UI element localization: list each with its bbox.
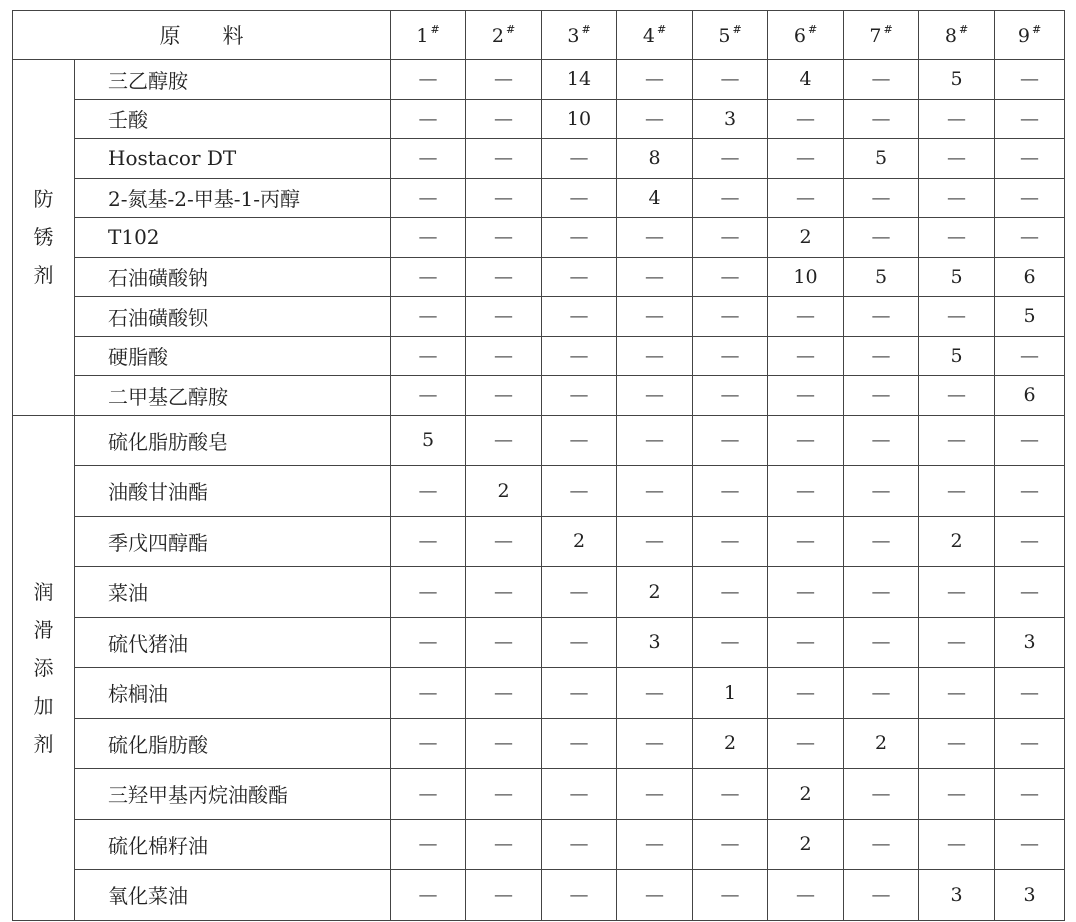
table-body	[13, 11, 1065, 921]
value-cell: —	[768, 567, 844, 618]
material-name: 硫化脂肪酸	[75, 718, 391, 769]
value-cell: —	[617, 257, 693, 297]
value-cell: —	[844, 60, 919, 100]
table-row	[13, 257, 1065, 297]
value-cell: —	[995, 218, 1065, 258]
value-cell: —	[617, 668, 693, 719]
material-name: 硫代猪油	[75, 617, 391, 668]
value-cell: —	[768, 139, 844, 179]
value-cell: —	[995, 668, 1065, 719]
value-cell: —	[693, 60, 768, 100]
material-name: 硬脂酸	[75, 336, 391, 376]
value-cell: —	[617, 516, 693, 567]
formulation-table	[12, 10, 1065, 921]
value-cell: —	[844, 668, 919, 719]
material-name: 三羟甲基丙烷油酸酯	[75, 769, 391, 820]
value-cell: 2	[466, 466, 542, 517]
value-cell: —	[542, 466, 617, 517]
value-cell: —	[617, 297, 693, 337]
value-cell: —	[844, 819, 919, 870]
value-cell: —	[919, 718, 995, 769]
value-cell: —	[542, 336, 617, 376]
table-row	[13, 336, 1065, 376]
value-cell: —	[768, 718, 844, 769]
value-cell: —	[768, 297, 844, 337]
table-row	[13, 99, 1065, 139]
value-cell: —	[391, 257, 466, 297]
material-name: 硫化棉籽油	[75, 819, 391, 870]
value-cell: —	[844, 567, 919, 618]
value-cell: —	[768, 870, 844, 921]
table-row	[13, 376, 1065, 416]
value-cell: —	[768, 99, 844, 139]
value-cell: —	[768, 415, 844, 466]
value-cell: —	[693, 870, 768, 921]
column-mark: #	[732, 23, 742, 36]
value-cell: —	[995, 516, 1065, 567]
value-cell: —	[542, 297, 617, 337]
material-name: T102	[75, 218, 391, 258]
value-cell: 5	[844, 139, 919, 179]
table-row	[13, 819, 1065, 870]
value-cell: —	[995, 139, 1065, 179]
value-cell: —	[542, 668, 617, 719]
value-cell: —	[693, 139, 768, 179]
column-number: 2	[491, 25, 504, 47]
value-cell: —	[466, 99, 542, 139]
table-row	[13, 466, 1065, 517]
value-cell: —	[466, 516, 542, 567]
value-cell: —	[693, 769, 768, 820]
material-name: 季戊四醇酯	[75, 516, 391, 567]
value-cell: —	[391, 567, 466, 618]
value-cell: 2	[919, 516, 995, 567]
value-cell: 5	[995, 297, 1065, 337]
column-header-2	[466, 11, 542, 60]
value-cell: —	[542, 218, 617, 258]
value-cell: —	[693, 257, 768, 297]
value-cell: —	[768, 668, 844, 719]
value-cell: —	[844, 769, 919, 820]
column-number: 9	[1017, 25, 1030, 47]
value-cell: —	[391, 718, 466, 769]
value-cell: —	[768, 178, 844, 218]
value-cell: 5	[919, 60, 995, 100]
value-cell: —	[995, 769, 1065, 820]
material-name: 壬酸	[75, 99, 391, 139]
category-char: 加	[33, 693, 54, 718]
value-cell: 3	[919, 870, 995, 921]
value-cell: —	[844, 516, 919, 567]
value-cell: 3	[693, 99, 768, 139]
value-cell: —	[466, 769, 542, 820]
value-cell: —	[391, 668, 466, 719]
value-cell: —	[542, 819, 617, 870]
value-cell: 3	[995, 870, 1065, 921]
column-number: 8	[944, 25, 957, 47]
value-cell: —	[466, 870, 542, 921]
value-cell: —	[542, 139, 617, 179]
value-cell: —	[466, 819, 542, 870]
category-char: 剂	[33, 263, 54, 288]
column-header-9	[995, 11, 1065, 60]
value-cell: 3	[617, 617, 693, 668]
column-mark: #	[883, 23, 893, 36]
value-cell: —	[391, 617, 466, 668]
column-header-3	[542, 11, 617, 60]
column-number: 7	[869, 25, 882, 47]
value-cell: —	[844, 415, 919, 466]
column-number: 3	[567, 25, 580, 47]
value-cell: —	[995, 466, 1065, 517]
value-cell: —	[768, 466, 844, 517]
value-cell: 5	[391, 415, 466, 466]
value-cell: —	[466, 60, 542, 100]
value-cell: —	[542, 257, 617, 297]
column-mark: #	[430, 23, 440, 36]
value-cell: —	[466, 297, 542, 337]
category-cell-1	[13, 60, 75, 416]
column-number: 6	[793, 25, 806, 47]
value-cell: —	[542, 567, 617, 618]
value-cell: —	[768, 617, 844, 668]
column-number: 5	[718, 25, 731, 47]
value-cell: —	[391, 769, 466, 820]
category-char: 防	[33, 187, 54, 212]
category-char: 滑	[33, 617, 54, 642]
value-cell: —	[693, 466, 768, 517]
value-cell: 2	[693, 718, 768, 769]
category-char: 锈	[33, 225, 54, 250]
material-name: 石油磺酸钠	[75, 257, 391, 297]
value-cell: —	[693, 178, 768, 218]
value-cell: —	[617, 415, 693, 466]
value-cell: —	[995, 567, 1065, 618]
value-cell: —	[391, 870, 466, 921]
value-cell: —	[542, 617, 617, 668]
value-cell: —	[391, 516, 466, 567]
value-cell: 5	[919, 257, 995, 297]
value-cell: —	[919, 567, 995, 618]
material-name: 菜油	[75, 567, 391, 618]
table-row	[13, 516, 1065, 567]
value-cell: 6	[995, 376, 1065, 416]
value-cell: —	[844, 376, 919, 416]
value-cell: 2	[617, 567, 693, 618]
value-cell: —	[617, 769, 693, 820]
value-cell: —	[617, 99, 693, 139]
value-cell: 10	[768, 257, 844, 297]
value-cell: —	[919, 139, 995, 179]
value-cell: —	[693, 415, 768, 466]
value-cell: —	[391, 336, 466, 376]
table-row	[13, 297, 1065, 337]
value-cell: —	[995, 718, 1065, 769]
value-cell: 6	[995, 257, 1065, 297]
category-char: 添	[33, 655, 54, 680]
value-cell: —	[542, 376, 617, 416]
value-cell: —	[995, 178, 1065, 218]
column-mark: #	[807, 23, 818, 36]
value-cell: —	[617, 466, 693, 517]
value-cell: —	[466, 567, 542, 618]
value-cell: —	[919, 769, 995, 820]
value-cell: —	[466, 218, 542, 258]
value-cell: —	[391, 466, 466, 517]
value-cell: —	[919, 297, 995, 337]
value-cell: —	[542, 178, 617, 218]
value-cell: —	[919, 617, 995, 668]
material-name: Hostacor DT	[75, 139, 391, 179]
value-cell: —	[919, 466, 995, 517]
value-cell: —	[844, 870, 919, 921]
material-name: 二甲基乙醇胺	[75, 376, 391, 416]
table-row	[13, 567, 1065, 618]
value-cell: —	[844, 297, 919, 337]
table-row	[13, 617, 1065, 668]
value-cell: —	[466, 178, 542, 218]
table-container	[12, 10, 1065, 921]
material-name: 氧化菜油	[75, 870, 391, 921]
table-row	[13, 60, 1065, 100]
value-cell: —	[466, 257, 542, 297]
table-row	[13, 415, 1065, 466]
material-name: 硫化脂肪酸皂	[75, 415, 391, 466]
value-cell: —	[466, 617, 542, 668]
value-cell: —	[542, 769, 617, 820]
column-number: 1	[416, 25, 429, 47]
value-cell: —	[617, 336, 693, 376]
value-cell: 8	[617, 139, 693, 179]
value-cell: —	[919, 668, 995, 719]
value-cell: —	[693, 218, 768, 258]
category-cell-2	[13, 415, 75, 920]
value-cell: —	[693, 336, 768, 376]
value-cell: 5	[844, 257, 919, 297]
value-cell: —	[391, 60, 466, 100]
value-cell: —	[995, 60, 1065, 100]
value-cell: —	[919, 415, 995, 466]
table-row	[13, 139, 1065, 179]
column-mark: #	[656, 23, 667, 36]
column-number: 4	[642, 25, 655, 47]
value-cell: —	[391, 139, 466, 179]
value-cell: 1	[693, 668, 768, 719]
value-cell: 2	[768, 769, 844, 820]
value-cell: —	[391, 297, 466, 337]
value-cell: —	[466, 718, 542, 769]
value-cell: 5	[919, 336, 995, 376]
table-row	[13, 769, 1065, 820]
value-cell: 3	[995, 617, 1065, 668]
value-cell: 10	[542, 99, 617, 139]
header-row	[13, 11, 1065, 60]
column-mark: #	[958, 23, 969, 36]
value-cell: —	[768, 376, 844, 416]
value-cell: —	[844, 336, 919, 376]
material-name: 石油磺酸钡	[75, 297, 391, 337]
value-cell: —	[542, 870, 617, 921]
column-header-1	[391, 11, 466, 60]
column-header-7	[844, 11, 919, 60]
value-cell: —	[844, 466, 919, 517]
column-mark: #	[1031, 23, 1042, 36]
value-cell: —	[844, 218, 919, 258]
value-cell: —	[617, 376, 693, 416]
value-cell: —	[466, 415, 542, 466]
value-cell: —	[466, 139, 542, 179]
value-cell: —	[995, 99, 1065, 139]
value-cell: —	[391, 99, 466, 139]
table-row	[13, 718, 1065, 769]
column-header-4	[617, 11, 693, 60]
material-header: 原 料	[13, 11, 391, 60]
value-cell: —	[542, 718, 617, 769]
value-cell: —	[617, 60, 693, 100]
column-header-5	[693, 11, 768, 60]
value-cell: —	[995, 819, 1065, 870]
category-char: 剂	[33, 731, 54, 756]
value-cell: —	[693, 376, 768, 416]
value-cell: 4	[768, 60, 844, 100]
value-cell: 2	[768, 218, 844, 258]
table-row	[13, 218, 1065, 258]
column-mark: #	[505, 23, 516, 36]
value-cell: —	[617, 870, 693, 921]
value-cell: —	[391, 178, 466, 218]
value-cell: 2	[768, 819, 844, 870]
table-row	[13, 870, 1065, 921]
value-cell: —	[995, 336, 1065, 376]
value-cell: —	[919, 376, 995, 416]
value-cell: —	[844, 178, 919, 218]
value-cell: 2	[844, 718, 919, 769]
value-cell: —	[693, 297, 768, 337]
material-name: 棕榈油	[75, 668, 391, 719]
column-header-6	[768, 11, 844, 60]
value-cell: —	[693, 567, 768, 618]
material-name: 2-氮基-2-甲基-1-丙醇	[75, 178, 391, 218]
value-cell: —	[542, 415, 617, 466]
value-cell: —	[391, 819, 466, 870]
value-cell: —	[391, 218, 466, 258]
value-cell: —	[919, 178, 995, 218]
material-name: 三乙醇胺	[75, 60, 391, 100]
value-cell: —	[919, 819, 995, 870]
column-header-8	[919, 11, 995, 60]
value-cell: —	[466, 668, 542, 719]
table-row	[13, 178, 1065, 218]
value-cell: —	[995, 415, 1065, 466]
material-name: 油酸甘油酯	[75, 466, 391, 517]
value-cell: —	[919, 218, 995, 258]
column-mark: #	[581, 23, 591, 36]
table-row	[13, 668, 1065, 719]
value-cell: 4	[617, 178, 693, 218]
value-cell: —	[466, 376, 542, 416]
value-cell: —	[466, 336, 542, 376]
value-cell: —	[844, 99, 919, 139]
value-cell: —	[693, 617, 768, 668]
value-cell: —	[617, 819, 693, 870]
value-cell: —	[768, 336, 844, 376]
value-cell: —	[844, 617, 919, 668]
value-cell: —	[391, 376, 466, 416]
value-cell: —	[617, 718, 693, 769]
value-cell: —	[768, 516, 844, 567]
value-cell: 2	[542, 516, 617, 567]
value-cell: 14	[542, 60, 617, 100]
value-cell: —	[693, 819, 768, 870]
value-cell: —	[617, 218, 693, 258]
value-cell: —	[919, 99, 995, 139]
category-char: 润	[33, 579, 54, 604]
value-cell: —	[693, 516, 768, 567]
